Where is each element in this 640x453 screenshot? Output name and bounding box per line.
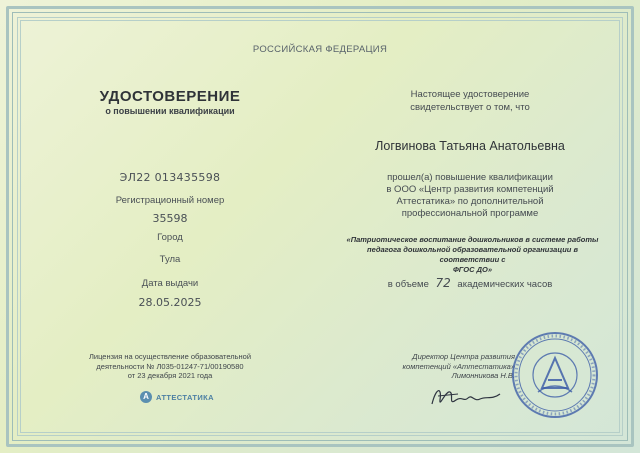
hours-value: 72 — [435, 276, 451, 290]
signature-icon — [428, 382, 508, 412]
city-label: Город — [157, 232, 183, 243]
hours-suffix: академических часов — [457, 279, 553, 290]
program-line: педагога дошкольной образовательной организации в соответствии с — [367, 245, 578, 264]
issue-date-value: 28.05.2025 — [138, 296, 202, 309]
city-value: Тула — [159, 254, 181, 265]
program-line: «Патриотическое воспитание дошкольников в системе работы — [346, 235, 599, 244]
intro-line: Настоящее удостоверение — [410, 89, 530, 100]
intro-text — [340, 88, 600, 114]
certificate-title: УДОСТОВЕРЕНИЕ — [99, 88, 241, 105]
course-line: Аттестатика» по дополнительной — [396, 196, 544, 207]
director-info — [380, 352, 515, 381]
issue-date-label: Дата выдачи — [141, 278, 199, 289]
federation-header: РОССИЙСКАЯ ФЕДЕРАЦИЯ — [252, 44, 388, 55]
intro-line: свидетельствует о том, что — [410, 102, 530, 113]
course-line: прошел(а) повышение квалификации — [387, 172, 553, 183]
registration-number-value: 35598 — [152, 212, 188, 225]
course-line: в ООО «Центр развития компетенций — [386, 184, 554, 195]
license-line: от 23 декабря 2021 года — [127, 371, 213, 380]
license-line: деятельности № Л035-01247-71/00190580 — [96, 361, 244, 371]
license-line: Лицензия на осуществление образовательной — [88, 352, 252, 361]
license-info — [60, 352, 280, 381]
director-line: Директор Центра развития — [412, 352, 515, 361]
attestatika-logo-icon: А — [140, 391, 152, 403]
hours-prefix: в объеме — [387, 279, 429, 290]
hours-line — [340, 276, 600, 290]
logo-text: АТТЕСТАТИКА — [156, 392, 214, 402]
director-line: Лимонникова Н.В. — [451, 371, 515, 380]
company-seal-icon — [510, 330, 600, 420]
director-line: компетенций «Аттестатика» — [402, 361, 515, 371]
registration-code: ЭЛ22 013435598 — [119, 171, 221, 184]
registration-number-label: Регистрационный номер — [115, 195, 225, 206]
certificate-subtitle: о повышении квалификации — [105, 106, 235, 116]
program-line: ФГОС ДО» — [452, 265, 493, 274]
recipient-name: Логвинова Татьяна Анатольевна — [375, 139, 565, 153]
course-line: профессиональной программе — [401, 208, 539, 219]
program-title — [340, 235, 605, 275]
company-logo — [140, 390, 214, 404]
course-description — [340, 172, 600, 220]
